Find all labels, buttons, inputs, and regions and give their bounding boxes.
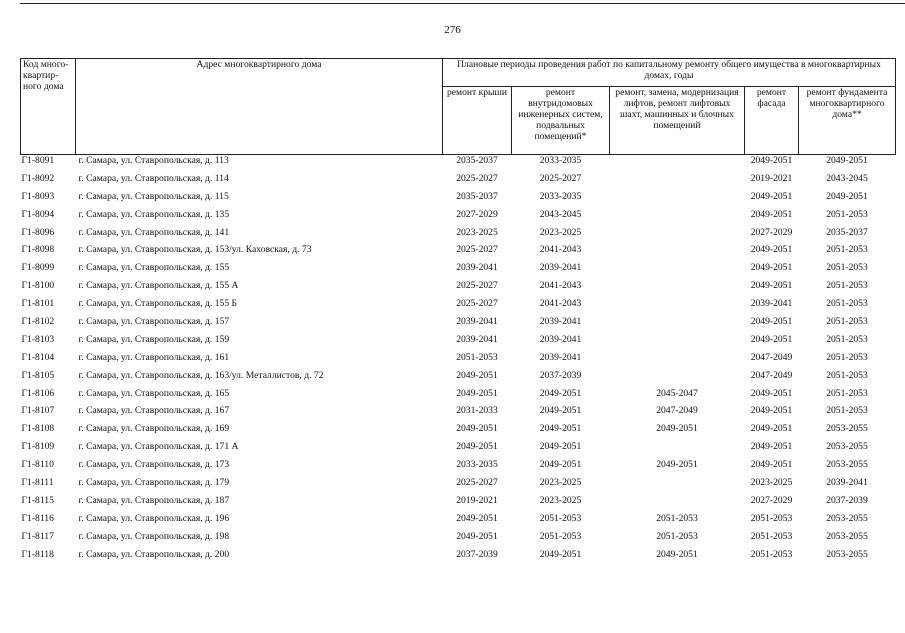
row-code: Г1-8105 [21, 369, 55, 381]
row-elevators [610, 227, 745, 245]
row-systems: 2041-2043 [539, 244, 582, 256]
header-periods: Плановые периоды проведения работ по капитальному ремонту общего имущества в многоквартирных домах, годы [443, 59, 896, 87]
table-row [21, 191, 896, 209]
table-row [21, 227, 896, 245]
row-address: г. Самара, ул. Ставропольская, д. 155 А [78, 280, 239, 292]
row-elevators [610, 262, 745, 280]
row-roof: 2049-2051 [456, 423, 498, 435]
row-foundation: 2053-2055 [826, 512, 868, 524]
row-systems: 2051-2053 [539, 512, 582, 524]
table-row [21, 477, 896, 495]
table-row [21, 209, 896, 227]
row-address: г. Самара, ул. Ставропольская, д. 114 [78, 172, 229, 184]
row-systems: 2033-2035 [539, 155, 582, 166]
table-row [21, 298, 896, 316]
row-systems: 2049-2051 [539, 441, 582, 453]
header-code: Код много-квартир-ного дома [21, 59, 76, 155]
table-row [21, 370, 896, 388]
row-foundation: 2035-2037 [826, 226, 868, 238]
table-header [21, 59, 896, 155]
header-facade: ремонт фасада [745, 87, 799, 155]
table-row [21, 173, 896, 191]
row-code: Г1-8109 [21, 441, 55, 453]
row-address: г. Самара, ул. Ставропольская, д. 200 [78, 548, 230, 560]
row-systems: 2025-2027 [539, 172, 582, 184]
row-roof: 2049-2051 [456, 441, 498, 453]
row-foundation: 2053-2055 [826, 548, 868, 560]
row-roof: 2035-2037 [456, 190, 498, 202]
row-elevators: 2049-2051 [656, 423, 698, 435]
table-row [21, 459, 896, 477]
row-roof: 2049-2051 [456, 387, 498, 399]
row-foundation: 2049-2051 [826, 155, 868, 166]
row-facade: 2051-2053 [750, 512, 793, 524]
row-elevators [610, 495, 745, 513]
row-address: г. Самара, ул. Ставропольская, д. 115 [78, 190, 229, 202]
row-address: г. Самара, ул. Ставропольская, д. 179 [78, 477, 230, 489]
row-roof: 2027-2029 [456, 208, 498, 220]
row-foundation: 2051-2053 [826, 316, 868, 328]
row-address: г. Самара, ул. Ставропольская, д. 155 [78, 262, 230, 274]
row-foundation: 2051-2053 [826, 387, 868, 399]
row-roof: 2051-2053 [456, 351, 498, 363]
row-facade: 2047-2049 [750, 369, 793, 381]
row-systems: 2049-2051 [539, 548, 582, 560]
header-foundation: ремонт фундамента многоквартирного дома** [799, 87, 896, 155]
row-code: Г1-8117 [21, 530, 54, 542]
row-code: Г1-8102 [21, 316, 55, 328]
row-facade: 2049-2051 [750, 387, 793, 399]
row-elevators: 2049-2051 [656, 459, 698, 471]
row-systems: 2039-2041 [539, 262, 582, 274]
row-elevators: 2051-2053 [656, 512, 698, 524]
row-code: Г1-8107 [21, 405, 55, 417]
row-facade: 2049-2051 [750, 423, 793, 435]
row-address: г. Самара, ул. Ставропольская, д. 169 [78, 423, 230, 435]
row-facade: 2039-2041 [750, 298, 793, 310]
row-elevators: 2045-2047 [656, 387, 698, 399]
table-row [21, 513, 896, 531]
row-elevators: 2051-2053 [656, 530, 698, 542]
row-address: г. Самара, ул. Ставропольская, д. 165 [78, 387, 230, 399]
table-row [21, 423, 896, 441]
row-elevators: 2047-2049 [656, 405, 698, 417]
table-row [21, 405, 896, 423]
row-foundation: 2051-2053 [826, 208, 868, 220]
row-systems: 2023-2025 [539, 494, 582, 506]
row-address: г. Самара, ул. Ставропольская, д. 113 [78, 155, 229, 166]
row-code: Г1-8091 [21, 155, 55, 166]
row-code: Г1-8101 [21, 298, 55, 310]
table-row [21, 280, 896, 298]
row-foundation: 2051-2053 [826, 280, 868, 292]
row-facade: 2049-2051 [750, 316, 793, 328]
row-code: Г1-8092 [21, 172, 55, 184]
table-row [21, 495, 896, 513]
row-systems: 2049-2051 [539, 387, 582, 399]
row-systems: 2041-2043 [539, 298, 582, 310]
row-foundation: 2037-2039 [826, 494, 868, 506]
row-address: г. Самара, ул. Ставропольская, д. 157 [78, 316, 230, 328]
row-facade: 2049-2051 [750, 441, 793, 453]
row-facade: 2049-2051 [750, 333, 793, 345]
row-systems: 2039-2041 [539, 316, 582, 328]
row-elevators [610, 244, 745, 262]
row-roof: 2039-2041 [456, 316, 498, 328]
row-roof: 2025-2027 [456, 172, 498, 184]
row-foundation: 2039-2041 [826, 477, 868, 489]
row-facade: 2049-2051 [750, 280, 793, 292]
row-code: Г1-8093 [21, 190, 55, 202]
row-foundation: 2053-2055 [826, 441, 868, 453]
table-row [21, 388, 896, 406]
row-address: г. Самара, ул. Ставропольская, д. 159 [78, 333, 230, 345]
row-foundation: 2051-2053 [826, 351, 868, 363]
row-facade: 2049-2051 [750, 459, 793, 471]
row-roof: 2039-2041 [456, 262, 498, 274]
row-facade: 2049-2051 [750, 190, 793, 202]
row-address: г. Самара, ул. Ставропольская, д. 171 А [78, 441, 239, 453]
row-elevators [610, 352, 745, 370]
row-facade: 2051-2053 [750, 530, 793, 542]
row-systems: 2039-2041 [539, 333, 582, 345]
table-body [21, 155, 896, 567]
row-elevators: 2049-2051 [656, 548, 698, 560]
row-code: Г1-8100 [21, 280, 55, 292]
header-systems: ремонт внутридомовых инженерных систем, подвальных помещений* [512, 87, 610, 155]
row-code: Г1-8103 [21, 333, 55, 345]
row-systems: 2049-2051 [539, 459, 582, 471]
row-code: Г1-8099 [21, 262, 55, 274]
row-elevators [610, 191, 745, 209]
row-roof: 2035-2037 [456, 155, 498, 166]
row-facade: 2049-2051 [750, 155, 793, 166]
row-systems: 2039-2041 [539, 351, 582, 363]
row-systems: 2043-2045 [539, 208, 582, 220]
row-code: Г1-8111 [21, 477, 54, 489]
row-systems: 2023-2025 [539, 477, 582, 489]
row-address: г. Самара, ул. Ставропольская, д. 173 [78, 459, 230, 471]
row-facade: 2049-2051 [750, 244, 793, 256]
header-elevators: ремонт, замена, модернизация лифтов, ремонт лифтовых шахт, машинных и блочных помещений [610, 87, 745, 155]
row-address: г. Самара, ул. Ставропольская, д. 135 [78, 208, 230, 220]
row-elevators [610, 173, 745, 191]
row-foundation: 2051-2053 [826, 244, 868, 256]
row-facade: 2027-2029 [750, 226, 793, 238]
row-foundation: 2051-2053 [826, 262, 868, 274]
row-code: Г1-8108 [21, 423, 55, 435]
row-facade: 2047-2049 [750, 351, 793, 363]
row-roof: 2049-2051 [456, 369, 498, 381]
row-elevators [610, 209, 745, 227]
row-address: г. Самара, ул. Ставропольская, д. 187 [78, 494, 230, 506]
table-row [21, 316, 896, 334]
row-code: Г1-8098 [21, 244, 55, 256]
row-systems: 2041-2043 [539, 280, 582, 292]
row-code: Г1-8094 [21, 208, 55, 220]
capital-repair-table [20, 58, 896, 566]
row-foundation: 2053-2055 [826, 423, 868, 435]
table-row [21, 352, 896, 370]
row-elevators [610, 477, 745, 495]
page-number: 276 [444, 24, 461, 36]
table-row [21, 155, 896, 173]
row-facade: 2049-2051 [750, 208, 793, 220]
table-row [21, 441, 896, 459]
row-facade: 2049-2051 [750, 262, 793, 274]
row-roof: 2039-2041 [456, 333, 498, 345]
row-roof: 2033-2035 [456, 459, 498, 471]
row-facade: 2049-2051 [750, 405, 793, 417]
row-systems: 2049-2051 [539, 423, 582, 435]
table-row [21, 334, 896, 352]
row-code: Г1-8110 [21, 459, 54, 471]
table-row [21, 244, 896, 262]
row-facade: 2023-2025 [750, 477, 793, 489]
row-address: г. Самара, ул. Ставропольская, д. 198 [78, 530, 230, 542]
row-code: Г1-8118 [21, 548, 54, 560]
row-elevators [610, 316, 745, 334]
row-elevators [610, 334, 745, 352]
row-systems: 2023-2025 [539, 226, 582, 238]
row-foundation: 2053-2055 [826, 530, 868, 542]
row-roof: 2025-2027 [456, 477, 498, 489]
header-address: Адрес многоквартирного дома [76, 59, 443, 155]
top-rule [20, 3, 905, 4]
row-code: Г1-8104 [21, 351, 55, 363]
row-roof: 2025-2027 [456, 244, 498, 256]
row-systems: 2051-2053 [539, 530, 582, 542]
row-foundation: 2051-2053 [826, 405, 868, 417]
header-roof: ремонт крыши [443, 87, 512, 155]
row-facade: 2027-2029 [750, 494, 793, 506]
row-address: г. Самара, ул. Ставропольская, д. 155 Б [78, 298, 238, 310]
table-row [21, 262, 896, 280]
row-elevators [610, 370, 745, 388]
row-facade: 2019-2021 [750, 172, 793, 184]
row-code: Г1-8106 [21, 387, 55, 399]
row-foundation: 2049-2051 [826, 190, 868, 202]
row-foundation: 2053-2055 [826, 459, 868, 471]
row-foundation: 2043-2045 [826, 172, 868, 184]
row-elevators [610, 441, 745, 459]
row-roof: 2031-2033 [456, 405, 498, 417]
row-address: г. Самара, ул. Ставропольская, д. 153/ул. Каховская, д. 73 [78, 244, 312, 256]
row-code: Г1-8116 [21, 512, 54, 524]
row-systems: 2037-2039 [539, 369, 582, 381]
table-row [21, 531, 896, 549]
row-address: г. Самара, ул. Ставропольская, д. 163/ул. Металлистов, д. 72 [78, 369, 324, 381]
row-roof: 2025-2027 [456, 280, 498, 292]
row-foundation: 2051-2053 [826, 333, 868, 345]
row-foundation: 2051-2053 [826, 298, 868, 310]
row-code: Г1-8115 [21, 494, 54, 506]
row-systems: 2033-2035 [539, 190, 582, 202]
row-roof: 2037-2039 [456, 548, 498, 560]
row-roof: 2019-2021 [456, 494, 498, 506]
row-address: г. Самара, ул. Ставропольская, д. 196 [78, 512, 230, 524]
row-roof: 2023-2025 [456, 226, 498, 238]
row-elevators [610, 298, 745, 316]
row-address: г. Самара, ул. Ставропольская, д. 141 [78, 226, 230, 238]
row-elevators [610, 280, 745, 298]
row-address: г. Самара, ул. Ставропольская, д. 161 [78, 351, 230, 363]
row-foundation: 2051-2053 [826, 369, 868, 381]
table-row [21, 549, 896, 567]
row-code: Г1-8096 [21, 226, 55, 238]
row-roof: 2049-2051 [456, 530, 498, 542]
row-elevators [610, 155, 745, 173]
row-address: г. Самара, ул. Ставропольская, д. 167 [78, 405, 230, 417]
row-roof: 2049-2051 [456, 512, 498, 524]
row-roof: 2025-2027 [456, 298, 498, 310]
row-systems: 2049-2051 [539, 405, 582, 417]
row-facade: 2051-2053 [750, 548, 793, 560]
